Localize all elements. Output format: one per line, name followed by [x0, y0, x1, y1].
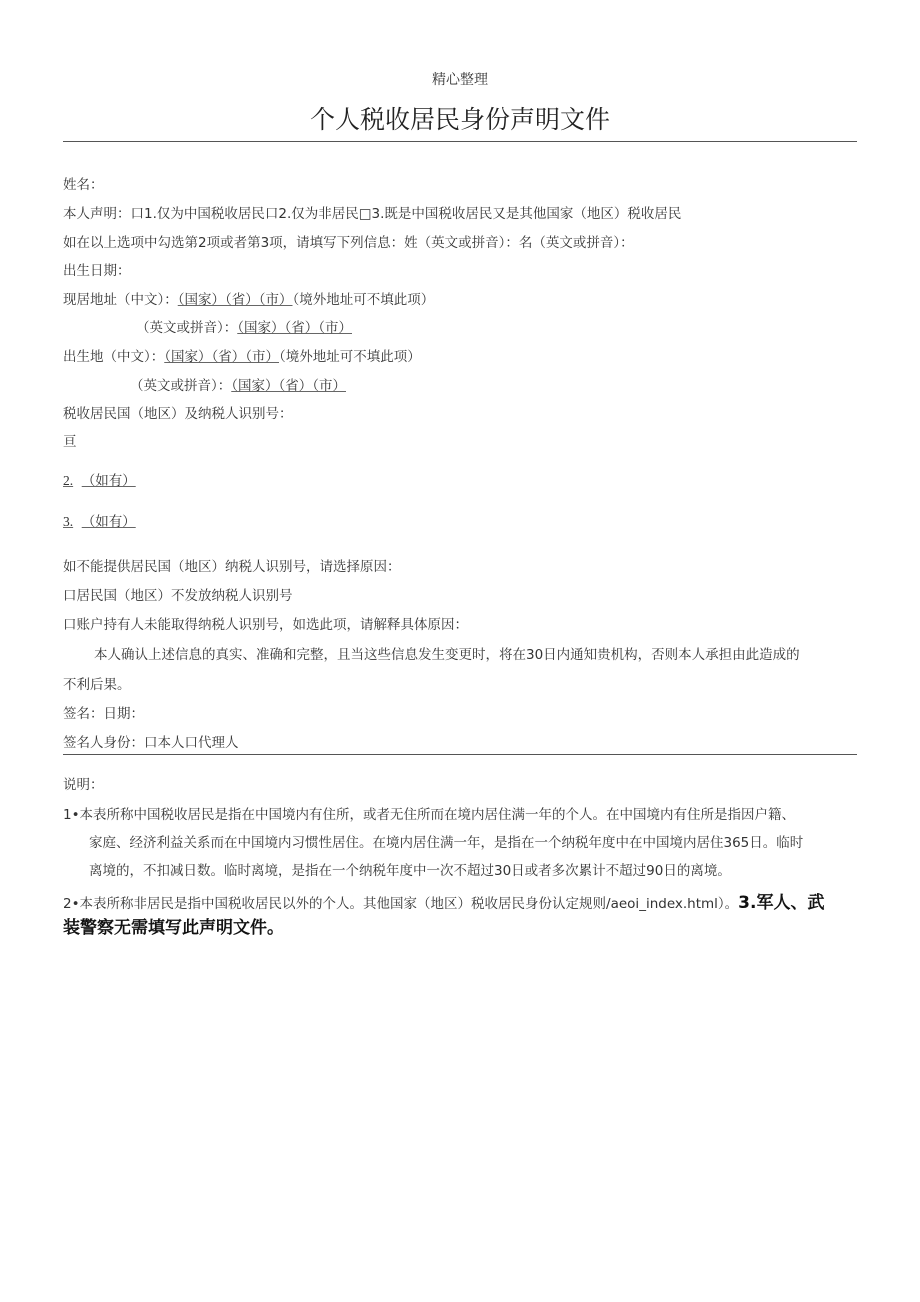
address-en-fill[interactable]: （国家）（省）（市）	[237, 320, 352, 336]
notes-title: 说明：	[63, 777, 104, 793]
address-cn-fill[interactable]: （国家）（省）（市）	[177, 292, 293, 308]
tin-3-fill: （如有）	[81, 514, 136, 530]
birthplace-note: （境外地址可不填此项）	[279, 349, 421, 365]
note-1: 1•本表所称中国税收居民是指在中国境内有住所，或者无住所而在境内居住满一年的个人。在中国境内有住所是指因户籍、	[63, 807, 796, 823]
birthplace-cn-label: 出生地（中文）：	[63, 349, 165, 365]
declaration-options[interactable]: 本人声明：口1.仅为中国税收居民口2.仅为非居民□3.既是中国税收居民又是其他国家（地区）税收居民	[63, 206, 682, 222]
note-2	[63, 894, 824, 913]
birthplace-cn-line	[63, 348, 421, 366]
address-cn-line	[63, 291, 434, 309]
no-tin-instruction: 如不能提供居民国（地区）纳税人识别号，请选择原因：	[63, 559, 401, 575]
title-rule	[63, 141, 857, 142]
page-header: 精心整理	[432, 72, 488, 88]
birthplace-en-label: （英文或拼音）：	[130, 378, 232, 394]
if-selected-instruction: 如在以上选项中勾选第2项或者第3项，请填写下列信息：姓（英文或拼音）：名（英文或拼音）：	[63, 235, 634, 251]
address-en-label: （英文或拼音）：	[136, 320, 238, 336]
name-field: 姓名：	[63, 177, 104, 193]
note-3-cont: 装警察无需填写此声明文件。	[63, 918, 284, 938]
page-title: 个人税收居民身份声明文件	[309, 105, 610, 134]
dob-field: 出生日期：	[63, 263, 131, 279]
reason-option-2[interactable]: 口账户持有人未能取得纳税人识别号，如选此项，请解释具体原因：	[63, 617, 468, 633]
tin-1[interactable]: 亘	[63, 434, 77, 450]
tin-3-number: 3.	[63, 514, 74, 529]
confirmation-text: 本人确认上述信息的真实、准确和完整，且当这些信息发生变更时，将在30日内通知贵机构，否则本人承担由此造成的	[94, 647, 800, 663]
section-rule	[63, 754, 857, 755]
note-1-cont2: 离境的，不扣减日数。临时离境，是指在一个纳税年度中一次不超过30日或者多次累计不超过90日的离境。	[89, 863, 731, 879]
tin-2[interactable]	[63, 472, 136, 490]
birthplace-en-line	[130, 377, 346, 395]
note-3: 3.军人、武	[738, 893, 825, 913]
address-cn-label: 现居地址（中文）：	[63, 292, 178, 308]
signer-identity-options[interactable]: 签名人身份：口本人口代理人	[63, 735, 239, 751]
note-2-text: 2•本表所称非居民是指中国税收居民以外的个人。其他国家（地区）税收居民身份认定规则/aeoi_index.html）。	[63, 896, 739, 912]
tin-2-fill: （如有）	[81, 473, 136, 489]
confirmation-text-cont: 不利后果。	[63, 677, 131, 693]
tin-2-number: 2.	[63, 473, 74, 488]
tin-3[interactable]	[63, 513, 136, 531]
signature-date-field: 签名：日期：	[63, 706, 144, 722]
address-note: （境外地址可不填此项）	[292, 292, 435, 308]
note-1-cont: 家庭、经济利益关系而在中国境内习惯性居住。在境内居住满一年，是指在一个纳税年度中在中国境内居住365日。临时	[89, 835, 804, 851]
reason-option-1[interactable]: 口居民国（地区）不发放纳税人识别号	[63, 588, 293, 604]
birthplace-cn-fill[interactable]: （国家）（省）（市）	[164, 349, 279, 365]
birthplace-en-fill[interactable]: （国家）（省）（市）	[231, 378, 346, 394]
tin-label: 税收居民国（地区）及纳税人识别号：	[63, 406, 293, 422]
address-en-line	[136, 319, 352, 337]
